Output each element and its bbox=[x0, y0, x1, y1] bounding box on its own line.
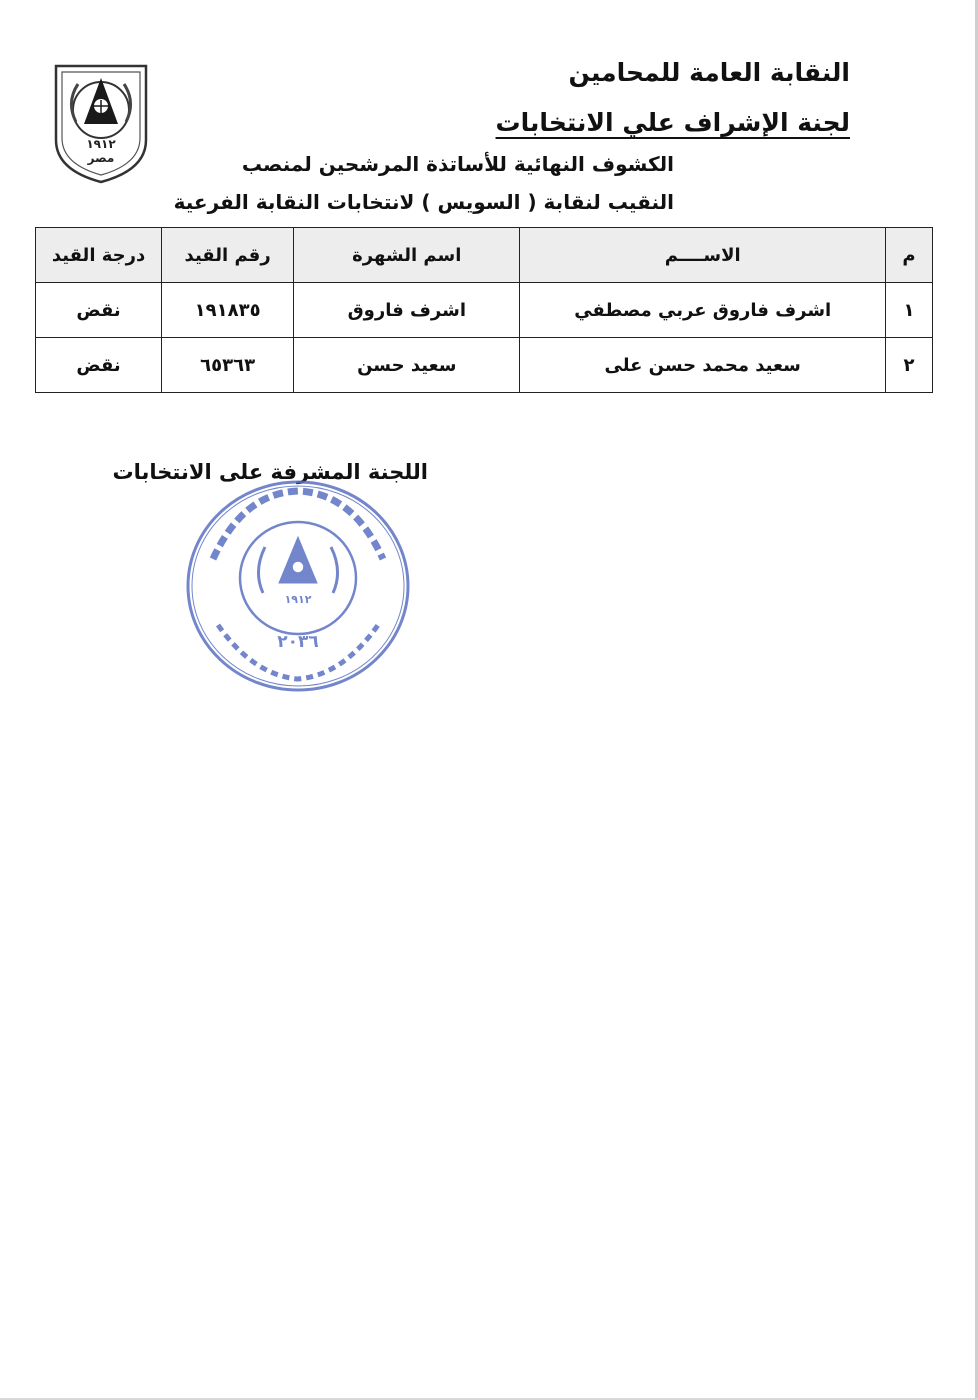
table-header-row bbox=[36, 228, 933, 283]
row-nickname: سعيد حسن bbox=[294, 338, 520, 393]
header-name: الاســــم bbox=[520, 228, 886, 283]
row-nickname: اشرف فاروق bbox=[294, 283, 520, 338]
row-registration: ١٩١٨٣٥ bbox=[162, 283, 294, 338]
row-grade: نقض bbox=[36, 338, 162, 393]
row-grade: نقض bbox=[36, 283, 162, 338]
committee-title: لجنة الإشراف علي الانتخابات bbox=[495, 108, 850, 137]
header-no: م bbox=[886, 228, 933, 283]
seal-code: ٢٠٣٦ bbox=[277, 632, 319, 652]
row-name: سعيد محمد حسن على bbox=[520, 338, 886, 393]
row-name: اشرف فاروق عربي مصطفي bbox=[520, 283, 886, 338]
row-registration: ٦٥٣٦٣ bbox=[162, 338, 294, 393]
seal-year: ١٩١٢ bbox=[284, 593, 312, 606]
header-registration: رقم القيد bbox=[162, 228, 294, 283]
subtitle-line-2: النقيب لنقابة ( السويس ) لانتخابات النقابة الفرعية bbox=[173, 190, 674, 214]
candidates-table bbox=[35, 227, 933, 393]
header-nickname: اسم الشهرة bbox=[294, 228, 520, 283]
row-no: ١ bbox=[886, 283, 933, 338]
subtitle-line-1: الكشوف النهائية للأساتذة المرشحين لمنصب bbox=[241, 152, 674, 176]
table-row bbox=[36, 338, 933, 393]
syndicate-logo bbox=[48, 62, 154, 184]
header-grade: درجة القيد bbox=[36, 228, 162, 283]
row-no: ٢ bbox=[886, 338, 933, 393]
logo-year: ١٩١٢ bbox=[86, 137, 116, 151]
org-name: النقابة العامة للمحامين bbox=[568, 58, 850, 87]
table-row bbox=[36, 283, 933, 338]
committee-seal bbox=[183, 475, 413, 697]
logo-country: مصر bbox=[87, 151, 115, 165]
committee-signature: اللجنة المشرفة على الانتخابات bbox=[112, 460, 428, 484]
